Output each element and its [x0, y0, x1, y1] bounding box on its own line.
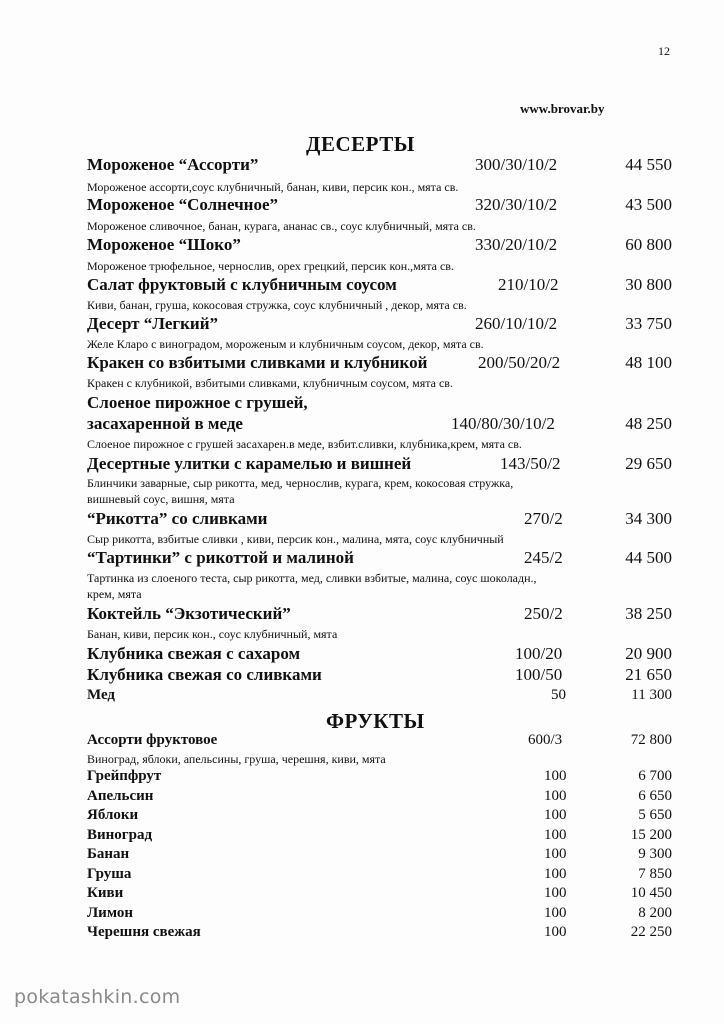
menu-item-weight: 250/2: [524, 604, 563, 623]
menu-item-name-line2: засахаренной в меде: [87, 414, 243, 433]
menu-item-price: 5 650: [638, 807, 672, 823]
menu-item-price: 15 200: [630, 827, 672, 843]
menu-item-price: 21 650: [625, 665, 672, 684]
menu-item-price: 8 200: [638, 905, 672, 921]
menu-item-weight: 300/30/10/2: [475, 155, 558, 174]
menu-item-weight: 100/20: [515, 644, 563, 663]
menu-item-description: Банан, киви, персик кон., соус клубничный, мята: [87, 627, 338, 641]
menu-item-name: Апельсин: [87, 788, 154, 804]
menu-item-weight: 200/50/20/2: [478, 353, 561, 372]
menu-item-name: Черешня свежая: [87, 924, 201, 940]
menu-item-weight: 100: [544, 924, 567, 940]
menu-item-name: Виноград: [87, 827, 153, 843]
menu-item-description-line2: вишневый соус, вишня, мята: [87, 492, 235, 506]
menu-item-price: 11 300: [631, 687, 672, 703]
menu-item-name: Десерт “Легкий”: [87, 314, 218, 333]
menu-item-price: 6 650: [638, 788, 672, 804]
menu-item-description: Киви, банан, груша, кокосовая стружка, соус клубничный , декор, мята св.: [87, 298, 467, 312]
menu-item-price: 48 100: [625, 353, 672, 372]
menu-item-description: Кракен с клубникой, взбитыми сливками, клубничным соусом, мята св.: [87, 376, 453, 390]
menu-item-weight: 50: [551, 687, 566, 703]
menu-item-name: Киви: [87, 885, 124, 901]
menu-item-name: Салат фруктовый с клубничным соусом: [87, 275, 397, 294]
menu-item-price: 34 300: [625, 509, 672, 528]
menu-item-price: 10 450: [630, 885, 672, 901]
menu-item-price: 7 850: [638, 866, 672, 882]
menu-item-price: 9 300: [638, 846, 672, 862]
menu-item-weight: 320/30/10/2: [475, 195, 558, 214]
menu-item-price: 6 700: [638, 768, 672, 784]
menu-item-description: Сыр рикотта, взбитые сливки , киви, персик кон., малина, мята, соус клубничный: [87, 532, 504, 546]
menu-item-description: Слоеное пирожное с грушей засахарен.в меде, взбит.сливки, клубника,крем, мята св.: [87, 437, 522, 451]
menu-item-description: Мороженое ассорти,соус клубничный, банан, киви, персик кон., мята св.: [87, 180, 459, 194]
fruits-section-title: ФРУКТЫ: [326, 709, 425, 733]
menu-item-price: 38 250: [625, 604, 672, 623]
menu-item-description: Мороженое трюфельное, чернослив, орех грецкий, персик кон.,мята св.: [87, 259, 454, 273]
menu-item-price: 33 750: [625, 314, 672, 333]
menu-item-price: 44 500: [625, 548, 672, 567]
menu-item-description: Тартинка из слоеного теста, сыр рикотта, мед, сливки взбитые, малина, соус шоколадн.,: [87, 571, 537, 585]
menu-item-name: “Тартинки” с рикоттой и малиной: [87, 548, 354, 567]
page-number: 12: [658, 44, 670, 58]
menu-item-name: Ассорти фруктовое: [87, 732, 218, 748]
watermark: pokatashkin.com: [14, 986, 181, 1008]
menu-item-weight: 140/80/30/10/2: [451, 414, 555, 433]
menu-item-name: Кракен со взбитыми сливками и клубникой: [87, 353, 428, 372]
menu-item-weight: 100: [544, 905, 567, 921]
menu-item-name: Мороженое “Шоко”: [87, 235, 241, 254]
menu-item-price: 29 650: [625, 454, 672, 473]
menu-item-price: 44 550: [625, 155, 672, 174]
menu-item-description-line2: крем, мята: [87, 587, 142, 601]
menu-item-description: Блинчики заварные, сыр рикотта, мед, чернослив, курага, крем, кокосовая стружка,: [87, 476, 514, 490]
menu-item-weight: 100: [544, 768, 567, 784]
menu-item-name: Клубника свежая с сахаром: [87, 644, 301, 663]
menu-item-weight: 100: [544, 827, 567, 843]
menu-item-price: 22 250: [630, 924, 672, 940]
menu-item-price: 30 800: [625, 275, 672, 294]
menu-item-weight: 100: [544, 807, 567, 823]
menu-item-description: Желе Кларо с виноградом, мороженым и клубничным соусом, декор, мята св.: [87, 337, 484, 351]
menu-item-weight: 100: [544, 788, 567, 804]
menu-item-price: 43 500: [625, 195, 672, 214]
menu-item-weight: 330/20/10/2: [475, 235, 558, 254]
menu-item-weight: 260/10/10/2: [475, 314, 558, 333]
menu-item-name: “Рикотта” со сливками: [87, 509, 268, 528]
menu-item-name: Мед: [87, 687, 116, 703]
menu-item-weight: 210/10/2: [498, 275, 559, 294]
menu-item-weight: 245/2: [524, 548, 563, 567]
menu-item-name: Мороженое “Ассорти”: [87, 155, 259, 174]
desserts-section-title: ДЕСЕРТЫ: [306, 132, 415, 156]
menu-item-name: Яблоки: [87, 807, 139, 823]
menu-item-weight: 600/3: [528, 732, 563, 748]
menu-item-name: Лимон: [87, 905, 133, 921]
menu-item-weight: 100: [544, 885, 567, 901]
menu-item-name: Груша: [87, 866, 132, 882]
menu-item-description: Виноград, яблоки, апельсины, груша, черешня, киви, мята: [87, 752, 386, 766]
menu-item-weight: 100/50: [515, 665, 563, 684]
menu-item-name: Банан: [87, 846, 130, 862]
menu-item-price: 48 250: [625, 414, 672, 433]
menu-item-weight: 100: [544, 866, 567, 882]
menu-item-name: Слоеное пирожное с грушей,: [87, 393, 308, 412]
menu-item-weight: 143/50/2: [500, 454, 561, 473]
menu-item-name: Грейпфрут: [87, 768, 162, 784]
menu-item-name: Коктейль “Экзотический”: [87, 604, 291, 623]
site-url: www.brovar.by: [520, 101, 605, 116]
menu-item-name: Клубника свежая со сливками: [87, 665, 322, 684]
menu-item-price: 72 800: [630, 732, 672, 748]
menu-item-weight: 100: [544, 846, 567, 862]
menu-item-description: Мороженое сливочное, банан, курага, ананас св., соус клубничный, мята св.: [87, 219, 476, 233]
menu-item-weight: 270/2: [524, 509, 563, 528]
menu-item-name: Десертные улитки с карамелью и вишней: [87, 454, 412, 473]
menu-item-name: Мороженое “Солнечное”: [87, 195, 279, 214]
menu-item-price: 60 800: [625, 235, 672, 254]
menu-item-price: 20 900: [625, 644, 672, 663]
